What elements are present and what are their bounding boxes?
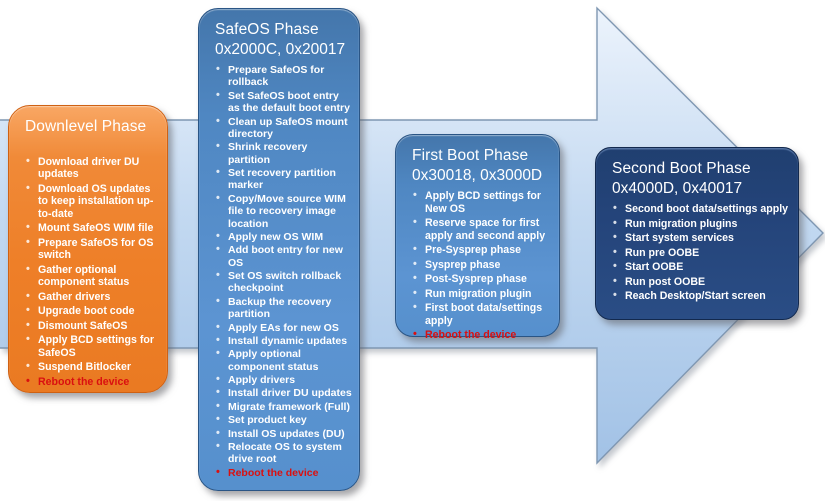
list-item: • Mount SafeOS WIM file	[26, 222, 160, 235]
list-item: • Apply EAs for new OS	[216, 322, 352, 334]
list-item-reboot: • Reboot the device	[216, 467, 352, 479]
list-item: • Post-Sysprep phase	[413, 273, 552, 286]
list-item: • Reserve space for first apply and second apply	[413, 217, 552, 242]
panel-result-codes: 0x30018, 0x3000D	[412, 166, 543, 184]
list-item: • Migrate framework (Full)	[216, 401, 352, 413]
panel-title: First Boot Phase	[412, 147, 529, 164]
list-item: • Prepare SafeOS for rollback	[216, 64, 352, 89]
panel-title: SafeOS Phase	[215, 21, 319, 38]
phase-step-list	[199, 64, 359, 479]
list-item-reboot: • Reboot the device	[26, 376, 160, 389]
list-item: • Backup the recovery partition	[216, 296, 352, 321]
phase-step-list	[9, 156, 167, 389]
list-item: • Apply BCD settings for New OS	[413, 190, 552, 215]
list-item: • First boot data/settings apply	[413, 302, 552, 327]
list-item: • Download driver DU updates	[26, 156, 160, 181]
list-item: • Pre-Sysprep phase	[413, 244, 552, 257]
list-item: • Start OOBE	[613, 261, 791, 274]
list-item: • Shrink recovery partition	[216, 141, 352, 166]
list-item-reboot: • Reboot the device	[413, 329, 552, 342]
phase-step-list	[396, 190, 559, 342]
list-item: • Download OS updates to keep installation up-to-date	[26, 183, 160, 221]
list-item: • Set OS switch rollback checkpoint	[216, 270, 352, 295]
panel-downlevel-phase	[8, 105, 168, 393]
list-item: • Start system services	[613, 232, 791, 245]
panel-second-boot-phase	[595, 147, 799, 320]
list-item: • Run migration plugins	[613, 218, 791, 231]
panel-result-codes: 0x4000D, 0x40017	[612, 179, 743, 197]
panel-title: Second Boot Phase	[612, 160, 751, 177]
list-item: • Gather optional component status	[26, 264, 160, 289]
panel-safeos-phase	[198, 8, 360, 491]
list-item: • Apply new OS WIM	[216, 231, 352, 243]
phase-step-list	[596, 203, 798, 303]
list-item: • Dismount SafeOS	[26, 320, 160, 333]
list-item: • Apply optional component status	[216, 348, 352, 373]
list-item: • Prepare SafeOS for OS switch	[26, 237, 160, 262]
list-item: • Clean up SafeOS mount directory	[216, 116, 352, 141]
list-item: • Second boot data/settings apply	[613, 203, 791, 216]
panel-result-codes: 0x2000C, 0x20017	[215, 40, 346, 58]
panel-first-boot-phase	[395, 134, 560, 342]
list-item: • Set product key	[216, 414, 352, 426]
list-item: • Add boot entry for new OS	[216, 244, 352, 269]
list-item: • Relocate OS to system drive root	[216, 441, 352, 466]
list-item: • Gather drivers	[26, 291, 160, 304]
list-item: • Suspend Bitlocker	[26, 361, 160, 374]
list-item: • Apply BCD settings for SafeOS	[26, 334, 160, 359]
list-item: • Apply drivers	[216, 374, 352, 386]
list-item: • Set recovery partition marker	[216, 167, 352, 192]
list-item: • Run post OOBE	[613, 276, 791, 289]
list-item: • Set SafeOS boot entry as the default boot entry	[216, 90, 352, 115]
list-item: • Run pre OOBE	[613, 247, 791, 260]
list-item: • Upgrade boot code	[26, 305, 160, 318]
list-item: • Install OS updates (DU)	[216, 428, 352, 440]
list-item: • Install driver DU updates	[216, 387, 352, 399]
list-item: • Run migration plugin	[413, 288, 552, 301]
panel-title: Downlevel Phase	[25, 118, 147, 135]
list-item: • Install dynamic updates	[216, 335, 352, 347]
list-item: • Sysprep phase	[413, 259, 552, 272]
list-item: • Copy/Move source WIM file to recovery image location	[216, 193, 352, 230]
list-item: • Reach Desktop/Start screen	[613, 290, 791, 303]
